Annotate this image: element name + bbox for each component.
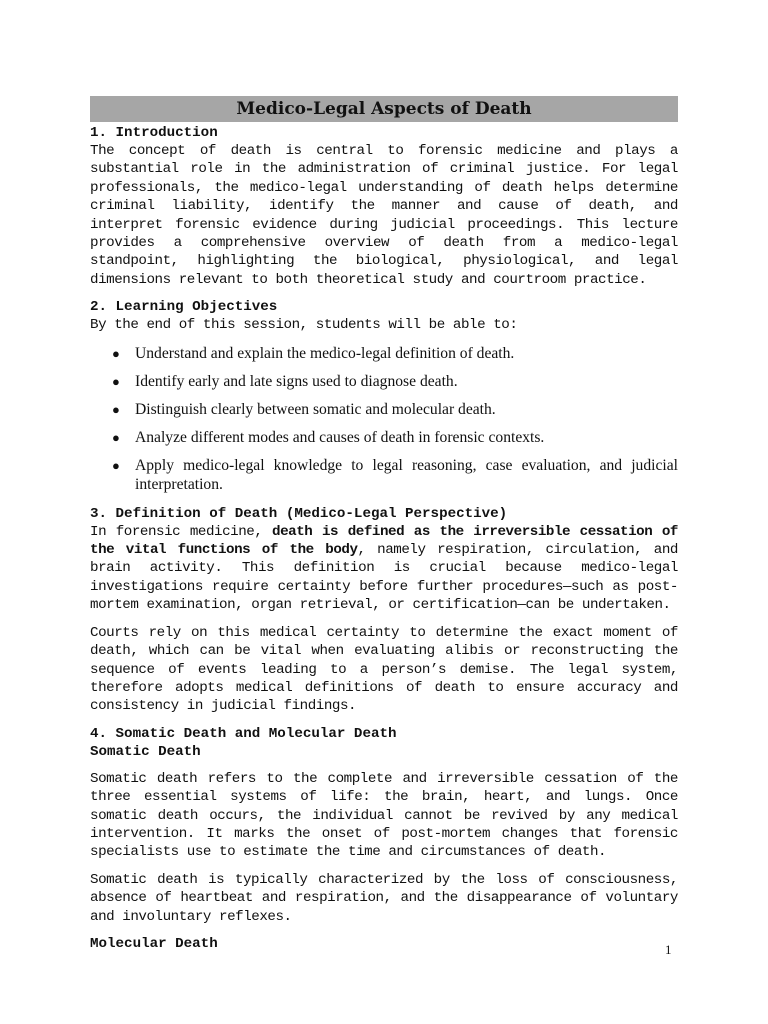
- document-title: Medico-Legal Aspects of Death: [90, 96, 678, 122]
- list-item: ● Identify early and late signs used to diagnose death.: [112, 372, 458, 390]
- bullet-icon: ●: [112, 401, 120, 417]
- bullet-icon: ●: [112, 373, 120, 389]
- definition-emphasis: death is defined as the irreversible cessation of the vital functions of the body: [90, 523, 678, 559]
- section-heading-somatic-molecular: 4. Somatic Death and Molecular Death: [90, 725, 397, 742]
- list-item: ● Apply medico-legal knowledge to legal reasoning, case evaluation, and judicial interpretation.: [112, 456, 678, 493]
- somatic-paragraph-2: Somatic death is typically characterized by the loss of consciousness, absence of heartbeat and respiration, and the disappearance of voluntary and involuntary reflexes.: [90, 871, 678, 925]
- subheading-somatic-death: Somatic Death: [90, 743, 201, 760]
- objectives-list: [90, 344, 678, 494]
- section-heading-introduction: 1. Introduction: [90, 125, 218, 141]
- page-number: 1: [665, 942, 672, 957]
- somatic-paragraph-1: Somatic death refers to the complete and irreversible cessation of the three essential systems of life: the brain, heart, and lungs. Once somatic death occurs, the individual cannot be revived by any medical intervention. It marks the onset of post-mortem changes that forensic specialists use to estimate the time and circumstances of death.: [90, 770, 678, 861]
- definition-paragraph-1: In forensic medicine, death is defined as the irreversible cessation of the vital functions of the body, namely respiration, circulation, and brain activity. This definition is crucial because medico-legal investigations require certainty before further procedures—such as post-mortem examination, organ retrieval, or certification—can be undertaken.: [90, 523, 678, 614]
- page-content: [90, 96, 678, 953]
- bullet-icon: ●: [112, 457, 120, 473]
- list-item: ● Analyze different modes and causes of death in forensic contexts.: [112, 428, 545, 446]
- section-heading-definition: 3. Definition of Death (Medico-Legal Perspective): [90, 505, 508, 522]
- list-item: ● Understand and explain the medico-legal definition of death.: [112, 344, 515, 362]
- list-item: ● Distinguish clearly between somatic and molecular death.: [112, 400, 496, 418]
- definition-paragraph-2: Courts rely on this medical certainty to determine the exact moment of death, which can be vital when evaluating alibis or reconstructing the sequence of events leading to a person’s demise. The legal system, therefore adopts medical definitions of death to ensure accuracy and consistency in judicial findings.: [90, 624, 678, 715]
- subheading-molecular-death: Molecular Death: [90, 935, 218, 952]
- objectives-lead: By the end of this session, students will be able to:: [90, 317, 518, 334]
- section-heading-objectives: 2. Learning Objectives: [90, 299, 278, 316]
- bullet-icon: ●: [112, 345, 120, 361]
- bullet-icon: ●: [112, 429, 120, 445]
- intro-paragraph: The concept of death is central to forensic medicine and plays a substantial role in the administration of criminal justice. For legal professionals, the medico-legal understanding of death helps determine criminal liability, identify the manner and cause of death, and interpret forensic evidence during judicial proceedings. This lecture provides a comprehensive overview of death from a medico-legal standpoint, highlighting the biological, physiological, and legal dimensions relevant to both theoretical study and courtroom practice.: [90, 143, 678, 288]
